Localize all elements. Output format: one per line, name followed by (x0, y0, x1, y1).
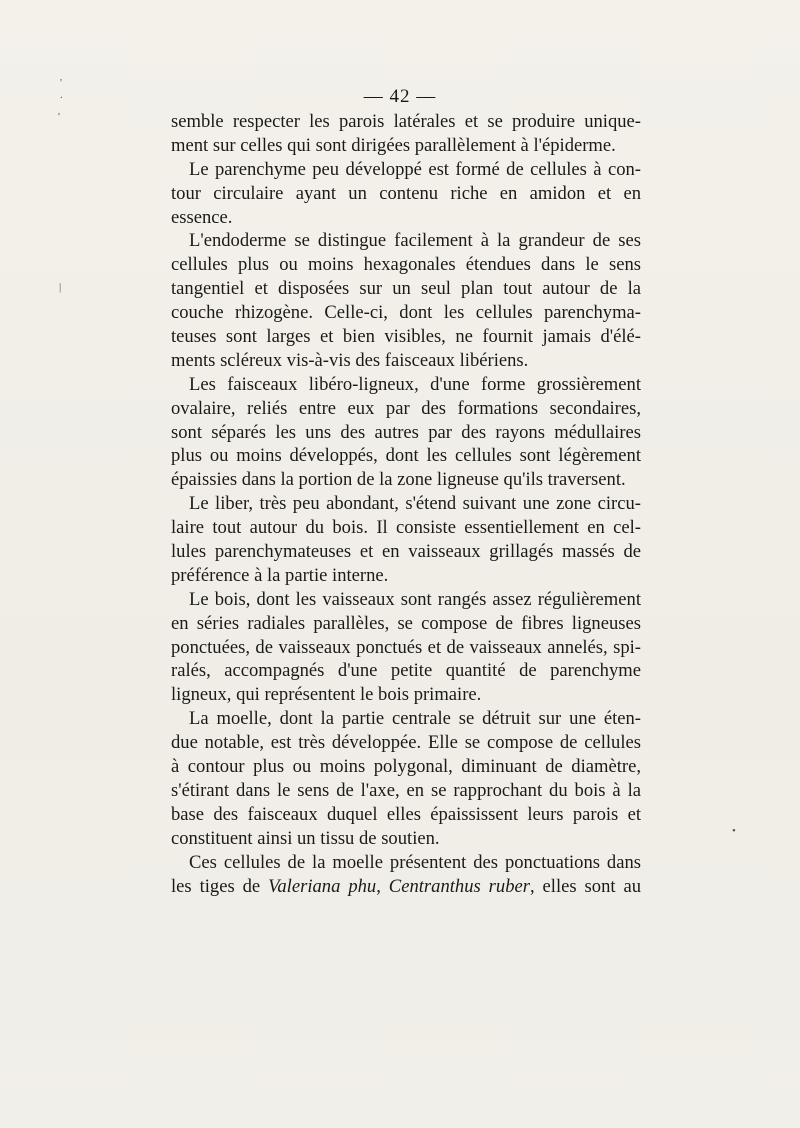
text-line: constituent ainsi un tissu de soutien. (171, 827, 440, 849)
margin-mark: • (732, 825, 736, 837)
paragraph (171, 492, 641, 588)
paragraph (171, 229, 641, 372)
text-line: base des faisceaux duquel elles épaississent leurs parois et (171, 803, 641, 825)
text-line: Ces cellules de la moelle présentent des ponctuations dans (189, 851, 641, 873)
text-line: La moelle, dont la partie centrale se détruit sur une éten- (189, 708, 641, 730)
text-run: , (376, 875, 389, 897)
text-line: ovalaire, reliés entre eux par des formations secondaires, (171, 397, 641, 419)
margin-mark: ' (60, 77, 62, 89)
species-name: Centranthus ruber (388, 875, 530, 897)
text-line: L'endoderme se distingue facilement à la grandeur de ses (189, 230, 641, 252)
text-line: à contour plus ou moins polygonal, diminuant de diamètre, (171, 756, 641, 778)
margin-mark: | (59, 281, 62, 293)
text-line: ralés, accompagnés d'une petite quantité de parenchyme (171, 660, 641, 682)
text-line: ments scléreux vis-à-vis des faisceaux libériens. (171, 349, 529, 371)
paragraph (171, 158, 641, 230)
text-line: cellules plus ou moins hexagonales étendues dans le sens (171, 254, 641, 276)
text-line: tour circulaire ayant un contenu riche en amidon et en (171, 182, 641, 204)
text-line: s'étirant dans le sens de l'axe, en se rapprochant du bois à la (171, 779, 641, 801)
text-line (171, 875, 641, 899)
text-line: ligneux, qui représentent le bois primaire. (171, 684, 482, 706)
text-line: lules parenchymateuses et en vaisseaux grillagés massés de (171, 541, 641, 563)
margin-mark: . (60, 89, 63, 101)
paragraph (171, 110, 641, 158)
text-line: sont séparés les uns des autres par des rayons médullaires (171, 421, 641, 443)
text-line: plus ou moins développés, dont les cellules sont légèrement (171, 445, 641, 467)
text-line: ponctuées, de vaisseaux ponctués et de vaisseaux annelés, spi- (171, 636, 641, 658)
text-line: tangentiel et disposées sur un seul plan tout autour de la (171, 278, 641, 300)
text-line: semble respecter les parois latérales et se produire unique- (171, 111, 641, 132)
paragraph (171, 707, 641, 850)
text-run: , elles sont au (529, 875, 642, 897)
species-name: Valeriana phu (268, 875, 377, 897)
text-line: ment sur celles qui sont dirigées parallèlement à l'épiderme. (171, 134, 616, 156)
text-line: due notable, est très développée. Elle se compose de cellules (171, 732, 641, 754)
paragraph (171, 373, 641, 492)
body-text (171, 110, 641, 898)
paragraph (171, 851, 641, 899)
text-line: essence. (171, 206, 233, 228)
text-line: laire tout autour du bois. Il consiste essentiellement en cel- (171, 517, 641, 539)
paragraph (171, 588, 641, 707)
text-line: épaissies dans la portion de la zone ligneuse qu'ils traversent. (171, 469, 626, 491)
text-line: teuses sont larges et bien visibles, ne fournit jamais d'élé- (171, 326, 641, 348)
text-line: Le liber, très peu abondant, s'étend suivant une zone circu- (189, 493, 641, 515)
page-number: — 42 — (363, 86, 437, 107)
text-line: Le bois, dont les vaisseaux sont rangés assez régulièrement (189, 588, 641, 610)
margin-mark: ' (58, 111, 60, 123)
text-line: Le parenchyme peu développé est formé de cellules à con- (189, 158, 641, 180)
text-line: préférence à la partie interne. (171, 564, 389, 586)
text-line: en séries radiales parallèles, se compose de fibres ligneuses (171, 612, 641, 634)
text-line: couche rhizogène. Celle-ci, dont les cellules parenchyma- (171, 302, 641, 324)
text-run: les tiges de (171, 875, 269, 897)
text-line: Les faisceaux libéro-ligneux, d'une forme grossièrement (189, 373, 641, 395)
